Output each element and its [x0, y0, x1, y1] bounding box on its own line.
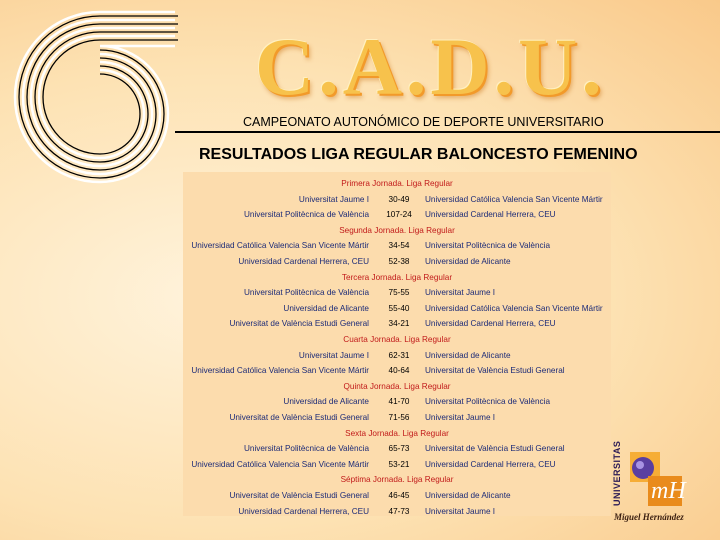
umh-name: Miguel Hernández	[614, 512, 684, 522]
page-subtitle: CAMPEONATO AUTONÓMICO DE DEPORTE UNIVERSITARIO	[243, 115, 604, 129]
match-score: 34-21	[388, 319, 410, 329]
home-team: Universidad de Alicante	[283, 303, 369, 313]
home-team: Universitat de València Estudi General	[229, 319, 369, 329]
home-team: Universitat Politècnica de València	[244, 444, 369, 454]
cadu-banner: C.A.D.U.	[255, 21, 606, 112]
away-team: Universidad Cardenal Herrera, CEU	[425, 459, 556, 469]
match-score: 65-73	[388, 444, 410, 454]
away-team: Universitat Jaume I	[425, 413, 496, 422]
match-row	[183, 394, 611, 410]
match-score: 30-49	[388, 194, 410, 204]
jornada-header: Tercera Jornada. Liga Regular	[341, 272, 453, 282]
match-score: 41-70	[388, 397, 410, 407]
match-score: 55-40	[388, 303, 410, 313]
jornada-header: Cuarta Jornada. Liga Regular	[343, 335, 451, 344]
away-team: Universitat Jaume I	[425, 506, 496, 516]
match-row	[183, 254, 611, 270]
match-row	[183, 441, 611, 457]
jornada-header: Séptima Jornada. Liga Regular	[340, 475, 454, 485]
home-team: Universidad Cardenal Herrera, CEU	[238, 257, 369, 266]
home-team: Universidad Católica Valencia San Vicente Mártir	[191, 241, 369, 251]
match-score: 71-56	[388, 413, 410, 422]
home-team: Universidad Católica Valencia San Vicente Mártir	[191, 459, 369, 469]
page-title: RESULTADOS LIGA REGULAR BALONCESTO FEMENINO	[199, 146, 638, 163]
match-row	[183, 301, 611, 317]
away-team: Universidad de Alicante	[425, 257, 511, 266]
home-team: Universitat Jaume I	[298, 350, 369, 360]
match-row	[183, 410, 611, 426]
home-team: Universitat Jaume I	[298, 194, 369, 204]
match-score: 52-38	[388, 257, 410, 266]
match-row	[183, 238, 611, 254]
header-divider	[175, 131, 720, 133]
match-row	[183, 457, 611, 473]
match-score: 107-24	[386, 210, 412, 220]
match-row	[183, 285, 611, 301]
home-team: Universitat de València Estudi General	[229, 413, 369, 422]
match-score: 62-31	[388, 350, 410, 360]
match-score: 47-73	[388, 506, 410, 516]
jornada-header: Sexta Jornada. Liga Regular	[345, 428, 449, 438]
results-table	[183, 172, 611, 516]
match-row	[183, 316, 611, 332]
away-team: Universitat Jaume I	[425, 288, 496, 298]
away-team: Universidad de Alicante	[425, 350, 511, 360]
jornada-header: Primera Jornada. Liga Regular	[341, 179, 453, 188]
home-team: Universidad Católica Valencia San Vicente Mártir	[191, 366, 369, 376]
away-team: Universitat de València Estudi General	[425, 366, 565, 376]
match-row	[183, 207, 611, 223]
away-team: Universidad Católica Valencia San Vicente Mártir	[425, 194, 603, 204]
home-team: Universitat Politècnica de València	[244, 288, 369, 298]
home-team: Universidad de Alicante	[283, 397, 369, 407]
match-row	[183, 192, 611, 208]
jornada-header: Segunda Jornada. Liga Regular	[339, 225, 455, 235]
match-score: 40-64	[388, 366, 410, 376]
match-score: 53-21	[388, 459, 410, 469]
home-team: Universidad Cardenal Herrera, CEU	[238, 506, 369, 516]
match-row	[183, 348, 611, 364]
match-score: 34-54	[388, 241, 410, 251]
match-score: 75-55	[388, 288, 410, 298]
jornada-header: Quinta Jornada. Liga Regular	[343, 381, 451, 391]
home-team: Universitat Politècnica de València	[244, 210, 369, 220]
away-team: Universitat Politècnica de València	[425, 241, 550, 251]
match-row	[183, 504, 611, 520]
match-score: 46-45	[388, 491, 410, 500]
home-team: Universitat de València Estudi General	[229, 491, 369, 500]
away-team: Universidad Cardenal Herrera, CEU	[425, 319, 556, 329]
match-row	[183, 488, 611, 504]
umh-mark: mH	[651, 478, 686, 504]
away-team: Universidad Cardenal Herrera, CEU	[425, 210, 556, 220]
universitas-label: UNIVERSITAS	[612, 440, 622, 506]
away-team: Universitat de València Estudi General	[425, 444, 565, 454]
match-row	[183, 363, 611, 379]
away-team: Universidad de Alicante	[425, 491, 511, 500]
concentric-rings-logo-icon	[0, 0, 260, 200]
away-team: Universidad Católica Valencia San Vicente Mártir	[425, 303, 603, 313]
away-team: Universitat Politècnica de València	[425, 397, 550, 407]
